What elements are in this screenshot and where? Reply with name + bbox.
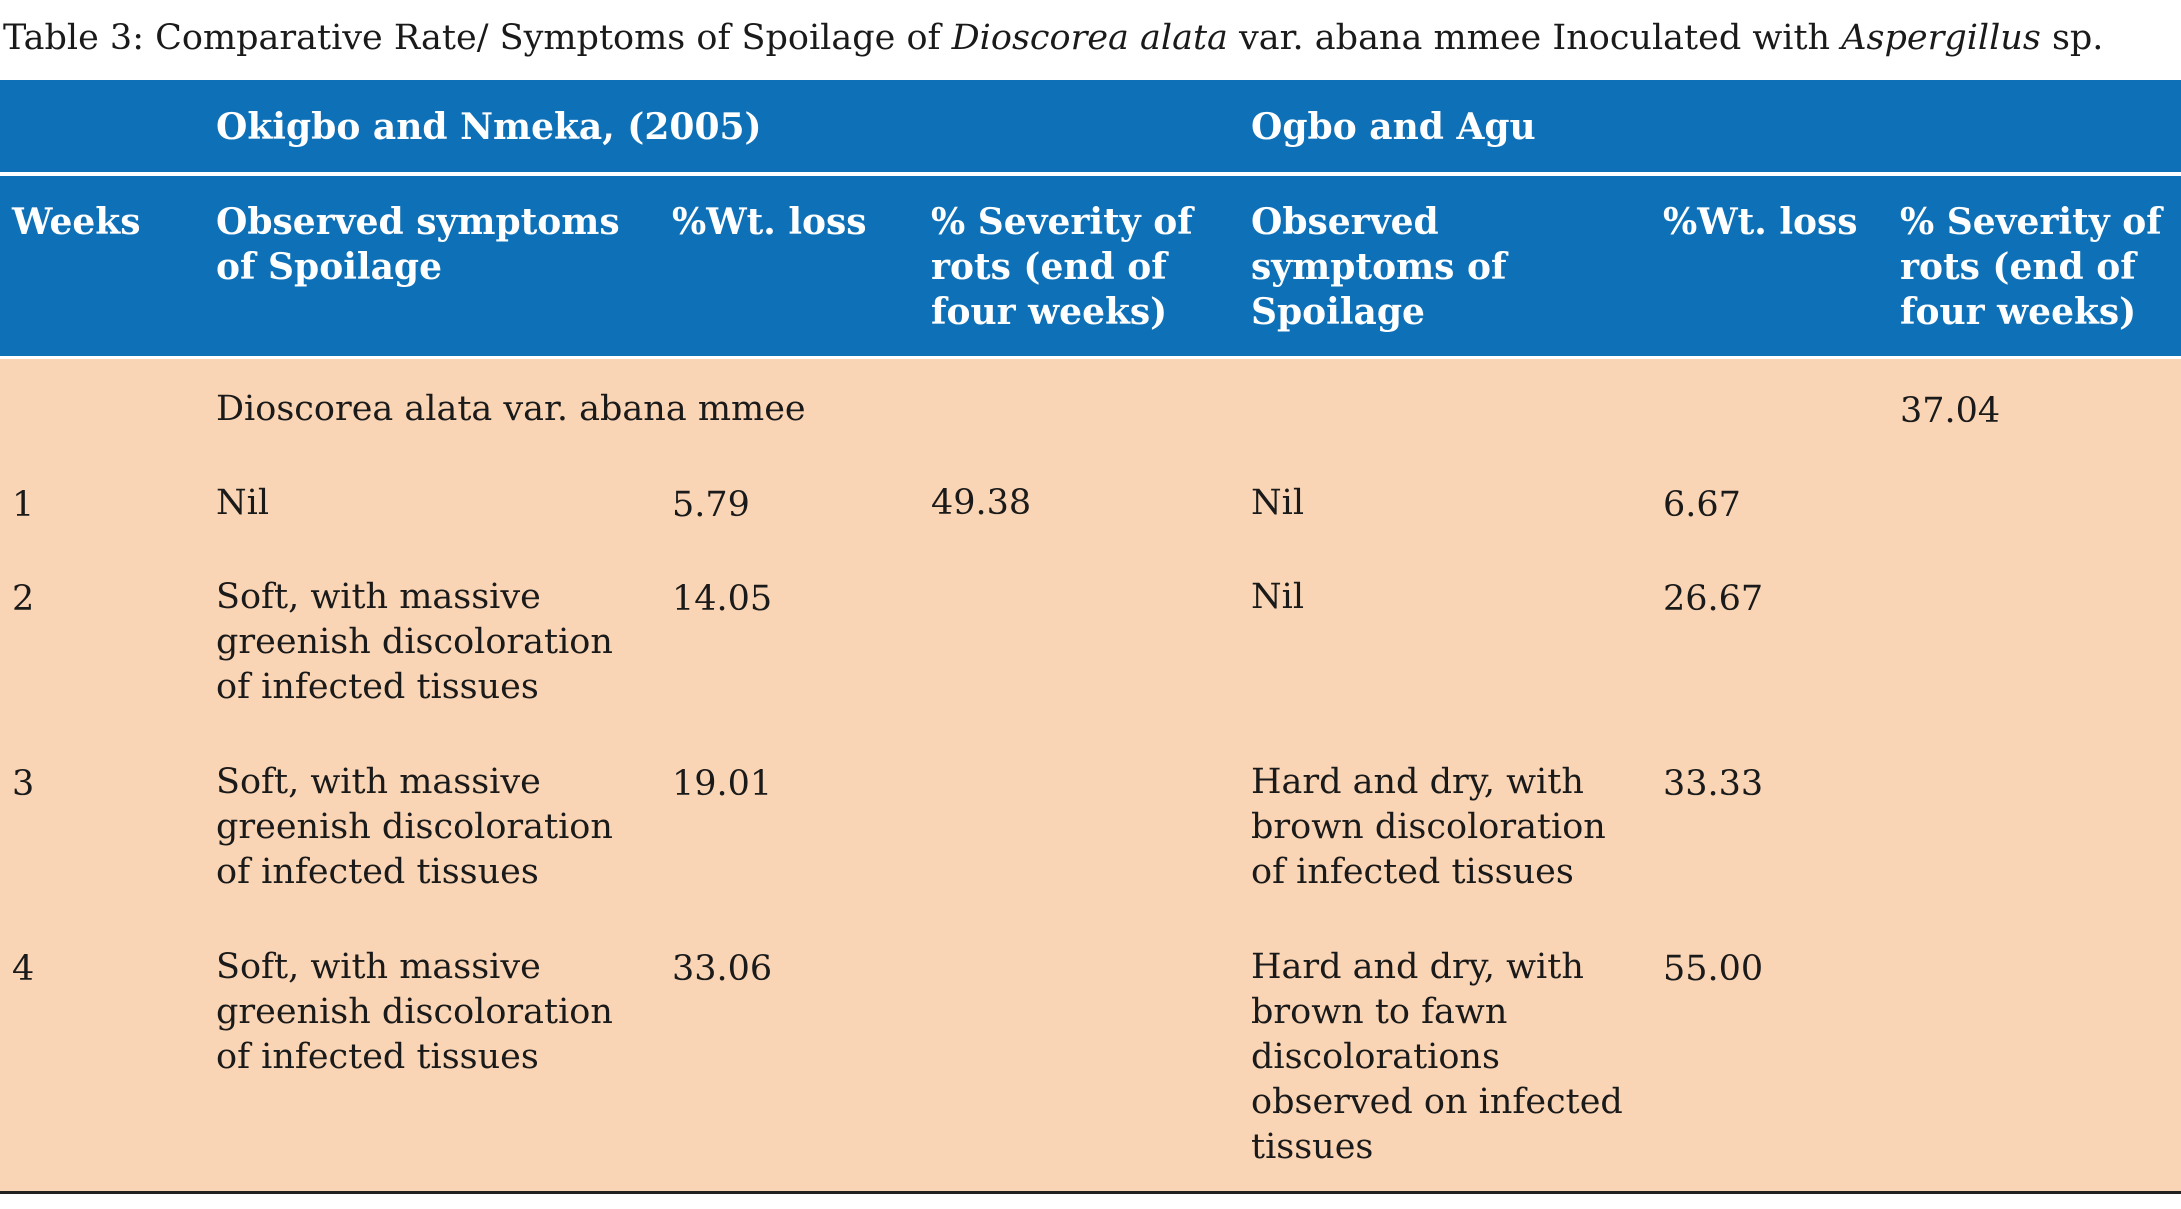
table-row-4-symptoms-1: Soft, with massive greenish discoloration of infected tissues <box>216 947 613 1077</box>
variety-label: Dioscorea alata var. abana mmee <box>216 389 806 429</box>
column-header-row <box>0 176 2181 356</box>
group-title-okigbo: Okigbo and Nmeka, (2005) <box>216 106 762 148</box>
table-row-3-symptoms-2: Hard and dry, with brown discoloration of infected tissues <box>1251 762 1606 892</box>
col-header-severity-1: % Severity of rots (end of four weeks) <box>931 201 1193 333</box>
table-row-2-week: 2 <box>12 579 35 619</box>
table-row-4-symptoms-2: Hard and dry, with brown to fawn discolorations observed on infected tissues <box>1251 947 1623 1167</box>
table-row-4-week: 4 <box>12 949 35 989</box>
table-row-2-wtloss-2: 26.67 <box>1663 579 1764 619</box>
table-row-1-wtloss-2: 6.67 <box>1663 485 1741 525</box>
table-row-3-symptoms-1: Soft, with massive greenish discoloration of infected tissues <box>216 762 613 892</box>
col-header-symptoms-2: Observed symptoms of Spoilage <box>1251 201 1507 333</box>
table-row-2-wtloss-1: 14.05 <box>672 579 773 619</box>
table-row-1-week: 1 <box>12 485 35 525</box>
caption-suffix: sp. <box>2040 18 2104 58</box>
table-row-1-symptoms-2: Nil <box>1251 483 1305 523</box>
group-header-row <box>0 80 2181 172</box>
table-row-1-symptoms-1: Nil <box>216 483 270 523</box>
table-row-4-wtloss-1: 33.06 <box>672 949 773 989</box>
caption-prefix: Table 3: Comparative Rate/ Symptoms of Spoilage of <box>3 18 952 58</box>
table-row-1-wtloss-1: 5.79 <box>672 485 750 525</box>
table-row-4-wtloss-2: 55.00 <box>1663 949 1764 989</box>
table-row-2-symptoms-2: Nil <box>1251 577 1305 617</box>
caption-genus: Aspergillus <box>1841 18 2041 58</box>
caption-species: Dioscorea alata <box>951 18 1228 58</box>
table-bottom-rule <box>0 1191 2181 1194</box>
table-row-1-severity-1: 49.38 <box>931 483 1032 523</box>
table-row-3-week: 3 <box>12 764 35 804</box>
table-body <box>0 359 2181 1191</box>
group-title-ogbo: Ogbo and Agu <box>1251 106 1536 148</box>
col-header-severity-2: % Severity of rots (end of four weeks) <box>1900 201 2162 333</box>
col-header-weeks: Weeks <box>12 201 141 243</box>
col-header-wtloss-1: %Wt. loss <box>672 201 867 243</box>
variety-severity-2: 37.04 <box>1900 391 2001 431</box>
table-row-3-wtloss-2: 33.33 <box>1663 764 1764 804</box>
table-row-3-wtloss-1: 19.01 <box>672 764 773 804</box>
table-row-2-symptoms-1: Soft, with massive greenish discoloration of infected tissues <box>216 577 613 707</box>
table-caption <box>3 14 2103 62</box>
col-header-wtloss-2: %Wt. loss <box>1663 201 1858 243</box>
col-header-symptoms-1: Observed symptoms of Spoilage <box>216 201 620 288</box>
caption-middle: var. abana mmee Inoculated with <box>1227 18 1842 58</box>
